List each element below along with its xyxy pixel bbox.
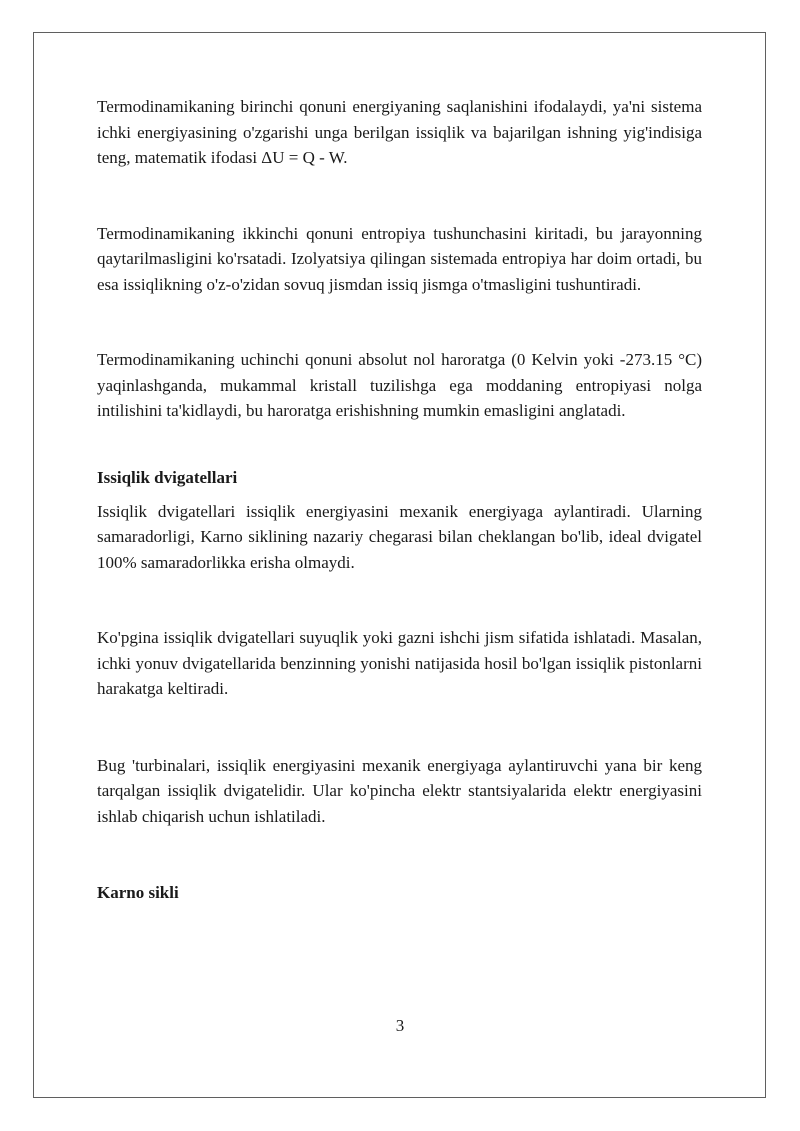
paragraph-steam-turbines: Bug 'turbinalari, issiqlik energiyasini mexanik energiyaga aylantiruvchi yana bir keng tarqalgan issiqlik dvigatelidir. Ular ko'pincha elektr stantsiyalarida elektr energiyasini ishlab chiqarish uchun ishlatiladi. [97, 755, 702, 826]
paragraph-first-law: Termodinamikaning birinchi qonuni energiyaning saqlanishini ifodalaydi, ya'ni sistema ichki energiyasining o'zgarishi unga berilgan issiqlik va bajarilgan ishning yig'indisiga teng, matematik ifodasi ΔU = Q - W. [97, 97, 702, 167]
heading-carnot-cycle: Karno sikli [97, 883, 179, 902]
page-number: 3 [395, 1016, 405, 1035]
heading-heat-engines: Issiqlik dvigatellari [97, 467, 238, 487]
paragraph-working-fluid: Ko'pgina issiqlik dvigatellari suyuqlik yoki gazni ishchi jism sifatida ishlatadi. Masalan, ichki yonuv dvigatellarida benzinning yonishi natijasida hosil bo'lgan issiqlik pistonlarni harakatga keltiradi. [97, 628, 702, 698]
paragraph-second-law: Termodinamikaning ikkinchi qonuni entropiya tushunchasini kiritadi, bu jarayonning qaytarilmasligini ko'rsatadi. Izolyatsiya qilingan sistemada entropiya har doim ortadi, bu esa issiqlikning o'z-o'zidan sovuq jismdan issiq jismga o'tmasligini tushuntiradi. [97, 223, 702, 294]
page-content [97, 94, 702, 905]
paragraph-third-law: Termodinamikaning uchinchi qonuni absolut nol haroratga (0 Kelvin yoki -273.15 °C) yaqinlashganda, mukammal kristall tuzilishga ega moddaning entropiyasi nolga intilishini ta'kidlaydi, bu haroratga erishishning mumkin emasligini anglatadi. [97, 350, 702, 420]
paragraph-heat-engines-intro: Issiqlik dvigatellari issiqlik energiyasini mexanik energiyaga aylantiradi. Ularning samaradorligi, Karno siklining nazariy chegarasi bilan cheklangan bo'lib, ideal dvigatel 100% samaradorlikka erisha olmaydi. [97, 501, 702, 572]
